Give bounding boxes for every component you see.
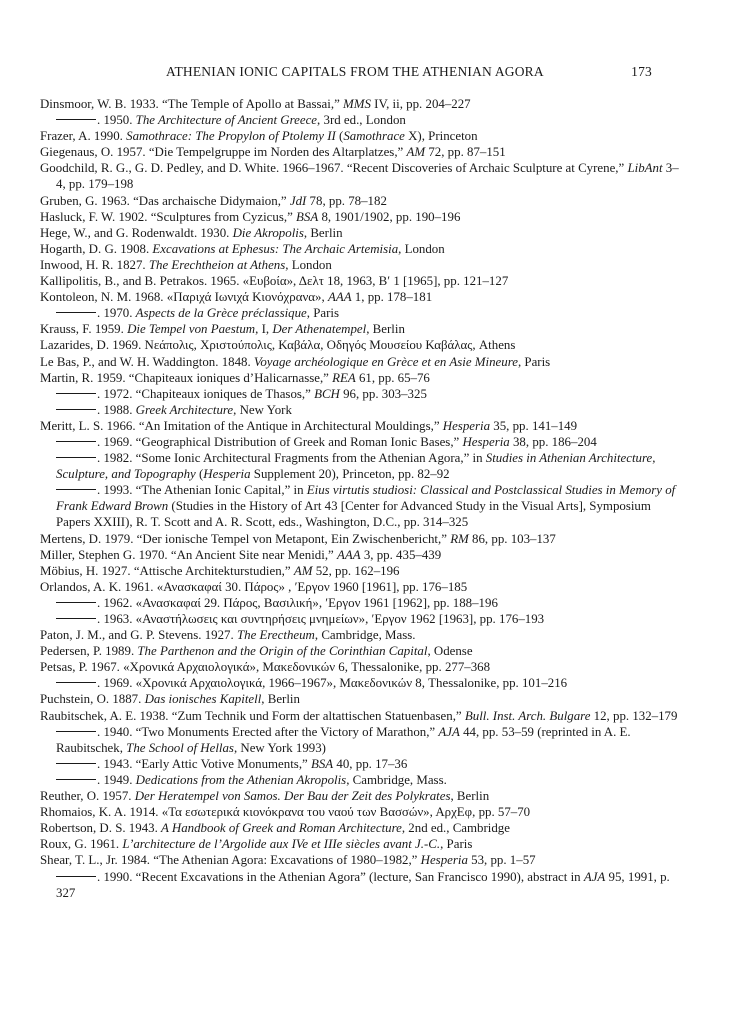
bibliography-entry [40, 160, 680, 192]
entry-text: Martin, R. 1959. “Chapiteaux ioniques d’Halicarnasse,” [40, 370, 333, 385]
entry-text: . 1962. «Ανασκαφαί 29. Πάρος, Βασιλική», ′Εργον 1961 [1962], pp. 188–196 [97, 595, 498, 610]
entry-text: Meritt, L. S. 1966. “An Imitation of the Antique in Architectural Mouldings,” [40, 418, 443, 433]
italic-title: AM [293, 563, 313, 578]
entry-text: . 1988. [97, 402, 136, 417]
bibliography-entry [40, 659, 680, 675]
bibliography-entry [40, 708, 680, 724]
bibliography-entry [40, 418, 680, 434]
italic-title: AM [406, 145, 426, 160]
entry-text: 96, pp. 303–325 [339, 386, 427, 401]
entry-text: 52, pp. 162–196 [312, 563, 400, 578]
entry-text: 12, pp. 132–179 [590, 708, 678, 723]
italic-title: Greek Architecture [135, 402, 234, 417]
bibliography-entry [40, 241, 680, 257]
repeat-author-rule [56, 409, 96, 410]
italic-title: Der Heratempel von Samos. Der Bau der Zeit des Polykrates [134, 789, 451, 804]
italic-title: LibAnt [627, 161, 663, 176]
entry-text: . 1943. “Early Attic Votive Monuments,” [97, 756, 311, 771]
entry-text: IV, ii, pp. 204–227 [370, 97, 471, 111]
entry-text: Kallipolitis, B., and B. Petrakos. 1965. «Ευβοία», Δελτ 18, 1963, B′ 1 [1965], pp. 121–127 [40, 274, 509, 289]
entry-text: Roux, G. 1961. [40, 837, 123, 852]
bibliography-continuation [40, 724, 680, 756]
entry-text: Hogarth, D. G. 1908. [40, 241, 153, 256]
bibliography-entry [40, 852, 680, 868]
entry-text: . 1940. “Two Monuments Erected after the Victory of Marathon,” [97, 724, 439, 739]
entry-text: Supplement 20), Princeton, pp. 82–92 [250, 467, 450, 482]
bibliography-entry [40, 691, 680, 707]
bibliography-entry [40, 144, 680, 160]
bibliography-continuation [40, 756, 680, 772]
running-head-title: ATHENIAN IONIC CAPITALS FROM THE ATHENIAN AGORA [166, 64, 544, 79]
entry-text: Kontoleon, N. M. 1968. «Παριχά Ιωνιχά Κιονόχρανα», [40, 290, 328, 305]
entry-text: , 3rd ed., London [317, 113, 406, 128]
bibliography-continuation [40, 305, 680, 321]
entry-text: Goodchild, R. G., G. D. Pedley, and D. White. 1966–1967. “Recent Discoveries of Archaic Sculpture at Cyrene,” [40, 161, 628, 176]
entry-text: 38, pp. 186–204 [509, 434, 597, 449]
entry-text: , Paris [306, 306, 340, 321]
bibliography-continuation [40, 772, 680, 788]
entry-text: 78, pp. 78–182 [306, 193, 387, 208]
italic-title: Die Akropolis [232, 225, 304, 240]
page-number: 173 [631, 64, 652, 79]
entry-text: . 1950. [97, 113, 136, 128]
bibliography-entry [40, 579, 680, 595]
italic-title: Voyage archéologique en Grèce et en Asie Mineure [253, 354, 518, 369]
italic-title: Hesperia [420, 853, 468, 868]
bibliography-entry [40, 289, 680, 305]
entry-text: . 1963. «Αναστήλωσεις και συντηρήσεις μνημείων», ′Εργον 1962 [1963], pp. 176–193 [97, 612, 545, 626]
entry-text: 1, pp. 178–181 [351, 290, 433, 305]
entry-text: Möbius, H. 1927. “Attische Architekturstudien,” [40, 563, 294, 578]
bibliography-entry [40, 225, 680, 241]
bibliography-continuation [40, 611, 680, 627]
bibliography-entry [40, 804, 680, 820]
bibliography-continuation [40, 675, 680, 691]
entry-text: . 1949. [97, 772, 136, 787]
entry-text: . 1990. “Recent Excavations in the Athenian Agora” (lecture, San Francisco 1990), abstract in [97, 869, 584, 884]
italic-title: Die Tempel von Paestum [127, 322, 256, 337]
italic-title: Samothrace [343, 129, 405, 144]
italic-title: Excavations at Ephesus: The Archaic Artemisia [152, 241, 399, 256]
entry-text: , New York [233, 402, 292, 417]
entry-text: . 1969. “Geographical Distribution of Greek and Roman Ionic Bases,” [97, 434, 463, 449]
entry-text: Dinsmoor, W. B. 1933. “The Temple of Apollo at Bassai,” [40, 97, 344, 111]
repeat-author-rule [56, 119, 96, 120]
bibliography-entry [40, 627, 680, 643]
repeat-author-rule [56, 763, 96, 764]
italic-title: BSA [296, 209, 319, 224]
entry-text: , Berlin [450, 789, 490, 804]
bibliography-continuation [40, 402, 680, 418]
entry-text: Orlandos, A. K. 1961. «Ανασκαφαί 30. Πάρος» , ′Εργον 1960 [1961], pp. 176–185 [40, 579, 468, 594]
italic-title: Hesperia [462, 434, 510, 449]
bibliography-continuation [40, 434, 680, 450]
italic-title: Hesperia [203, 467, 251, 482]
entry-text: . 1970. [97, 306, 136, 321]
entry-text: Puchstein, O. 1887. [40, 692, 145, 707]
entry-text: 35, pp. 141–149 [490, 418, 578, 433]
italic-title: Das ionisches Kapitell [144, 692, 262, 707]
italic-title: The Erectheum [236, 628, 315, 643]
entry-text: ( [335, 129, 344, 144]
bibliography-entry [40, 563, 680, 579]
entry-text: 61, pp. 65–76 [355, 370, 430, 385]
italic-title: Samothrace: The Propylon of Ptolemy II [126, 129, 336, 144]
bibliography-continuation [40, 450, 680, 482]
bibliography-entry [40, 209, 680, 225]
repeat-author-rule [56, 312, 96, 313]
entry-text: Miller, Stephen G. 1970. “An Ancient Site near Menidi,” [40, 547, 337, 562]
entry-text: Pedersen, P. 1989. [40, 644, 138, 659]
bibliography-entry [40, 547, 680, 563]
bibliography-continuation [40, 482, 680, 530]
bibliography-entry [40, 257, 680, 273]
bibliography-entry [40, 193, 680, 209]
entry-text: Rhomaios, K. A. 1914. «Τα εσωτερικά κιονόκρανα του ναού των Βασσών», ΑρχΕφ, pp. 57–70 [40, 805, 531, 820]
bibliography-entry [40, 337, 680, 353]
entry-text: Krauss, F. 1959. [40, 322, 128, 337]
entry-text: 53, pp. 1–57 [467, 853, 536, 868]
entry-text: , Paris [517, 354, 551, 369]
entry-text: , I, [255, 322, 273, 337]
entry-text: Hasluck, F. W. 1902. “Sculptures from Cyzicus,” [40, 209, 297, 224]
italic-title: AAA [336, 547, 361, 562]
entry-text: Robertson, D. S. 1943. [40, 821, 162, 836]
italic-title: The Erechtheion at Athens [148, 257, 286, 272]
repeat-author-rule [56, 876, 96, 877]
bibliography-entry [40, 321, 680, 337]
repeat-author-rule [56, 457, 96, 458]
italic-title: Hesperia [442, 418, 491, 433]
bibliography-entry [40, 370, 680, 386]
repeat-author-rule [56, 441, 96, 442]
repeat-author-rule [56, 731, 96, 732]
entry-text: Giegenaus, O. 1957. “Die Tempelgruppe im Norden des Altarplatzes,” [40, 145, 407, 160]
italic-title: JdI [289, 193, 307, 208]
bibliography-entry [40, 354, 680, 370]
italic-title: Eius virtutis studiosi: Classical and Postclassical Studies in Memory of Frank Edward Brown [56, 483, 676, 514]
entry-text: , London [398, 241, 445, 256]
bibliography-entry [40, 788, 680, 804]
bibliography-entry [40, 531, 680, 547]
entry-text: , Berlin [366, 322, 405, 337]
italic-title: Dedications from the Athenian Akropolis [135, 772, 347, 787]
entry-text: . 1969. «Χρονικά Αρχαιολογικά, 1966–1967», Μακεδονικών 8, Thessalonike, pp. 101–216 [97, 676, 568, 691]
entry-text: Hege, W., and G. Rodenwaldt. 1930. [40, 225, 233, 240]
entry-text: Gruben, G. 1963. “Das archaische Didymaion,” [40, 193, 290, 208]
entry-text: , Cambridge, Mass. [314, 628, 416, 643]
entry-text: Lazarides, D. 1969. Νεάπολις, Χριστούπολις, Καβάλα, Οδηγός Μουσείου Καβάλας, Athens [40, 338, 516, 353]
repeat-author-rule [56, 602, 96, 603]
italic-title: MMS [343, 97, 371, 111]
entry-text: . 1972. “Chapiteaux ioniques de Thasos,” [97, 386, 315, 401]
entry-text: 86, pp. 103–137 [468, 531, 556, 546]
entry-text: 3, pp. 435–439 [360, 547, 442, 562]
repeat-author-rule [56, 618, 96, 619]
repeat-author-rule [56, 489, 96, 490]
italic-title: Der Athenatempel [272, 322, 367, 337]
italic-title: REA [332, 370, 356, 385]
entry-text: 3–4, pp. 179–198 [56, 161, 679, 192]
bibliography-continuation [40, 595, 680, 611]
italic-title: RM [450, 531, 469, 546]
italic-title: The Parthenon and the Origin of the Corinthian Capital [137, 644, 428, 659]
entry-text: Paton, J. M., and G. P. Stevens. 1927. [40, 628, 237, 643]
entry-text: Shear, T. L., Jr. 1984. “The Athenian Agora: Excavations of 1980–1982,” [40, 853, 421, 868]
bibliography-entry [40, 643, 680, 659]
bibliography-entry [40, 273, 680, 289]
entry-text: Frazer, A. 1990. [40, 129, 127, 144]
italic-title: Studies in Athenian Architecture, Sculpture, and Topography [56, 451, 656, 482]
entry-text: ( [195, 467, 204, 482]
italic-title: AAA [327, 290, 352, 305]
entry-text: 44, pp. 53–59 (reprinted in A. E. Raubitschek, [56, 724, 631, 755]
italic-title: Aspects de la Grèce préclassique [135, 306, 307, 321]
entry-text: . 1982. “Some Ionic Architectural Fragments from the Athenian Agora,” in [97, 451, 486, 466]
entry-text: Inwood, H. R. 1827. [40, 257, 149, 272]
entry-text: , Berlin [261, 692, 300, 707]
entry-text: , New York 1993) [233, 740, 326, 755]
entry-text: , 2nd ed., Cambridge [401, 821, 510, 836]
repeat-author-rule [56, 682, 96, 683]
entry-text: , London [285, 257, 332, 272]
entry-text: Le Bas, P., and W. H. Waddington. 1848. [40, 354, 254, 369]
entry-text: X), Princeton [404, 129, 478, 144]
bibliography-continuation [40, 386, 680, 402]
entry-text: , Cambridge, Mass. [346, 772, 447, 787]
italic-title: L’architecture de l’Argolide aux IVe et IIIe siècles avant J.-C. [122, 837, 441, 852]
entry-text: , Paris [440, 837, 473, 852]
entry-text: . 1993. “The Athenian Ionic Capital,” in [97, 483, 307, 498]
italic-title: Bull. Inst. Arch. Bulgare [464, 708, 591, 723]
italic-title: BCH [314, 386, 340, 401]
entry-text: 72, pp. 87–151 [425, 145, 506, 160]
entry-text: , Odense [427, 644, 473, 659]
entry-text: Raubitschek, A. E. 1938. “Zum Technik und Form der altattischen Statuenbasen,” [40, 708, 465, 723]
entry-text: 95, 1991, p. 327 [56, 869, 670, 900]
repeat-author-rule [56, 779, 96, 780]
italic-title: A Handbook of Greek and Roman Architecture [161, 821, 402, 836]
italic-title: BSA [310, 756, 334, 771]
italic-title: AJA [583, 869, 606, 884]
italic-title: The Architecture of Ancient Greece [135, 113, 318, 128]
bibliography-entry [40, 820, 680, 836]
entry-text: Reuther, O. 1957. [40, 789, 135, 804]
entry-text: 8, 1901/1902, pp. 190–196 [318, 209, 461, 224]
entry-text: (Studies in the History of Art 43 [Center for Advanced Study in the Visual Arts], Symposium Papers XXIII), R. T. Scott and A. R. Scott, eds., Washington, D.C., pp. 314–325 [56, 499, 651, 530]
bibliography-entry [40, 836, 680, 852]
italic-title: AJA [438, 724, 460, 739]
bibliography-continuation [40, 869, 680, 901]
italic-title: The School of Hellas [126, 740, 234, 755]
entry-text: , Berlin [303, 225, 343, 240]
bibliography-list [40, 96, 680, 901]
bibliography-entry [40, 128, 680, 144]
entry-text: 40, pp. 17–36 [333, 756, 408, 771]
repeat-author-rule [56, 393, 96, 394]
entry-text: Mertens, D. 1979. “Der ionische Tempel von Metapont, Ein Zwischenbericht,” [40, 531, 451, 546]
bibliography-continuation [40, 112, 680, 128]
entry-text: Petsas, P. 1967. «Χρονικά Αρχαιολογικά», Μακεδονικών 6, Thessalonike, pp. 277–368 [40, 660, 491, 675]
bibliography-entry [40, 96, 680, 112]
